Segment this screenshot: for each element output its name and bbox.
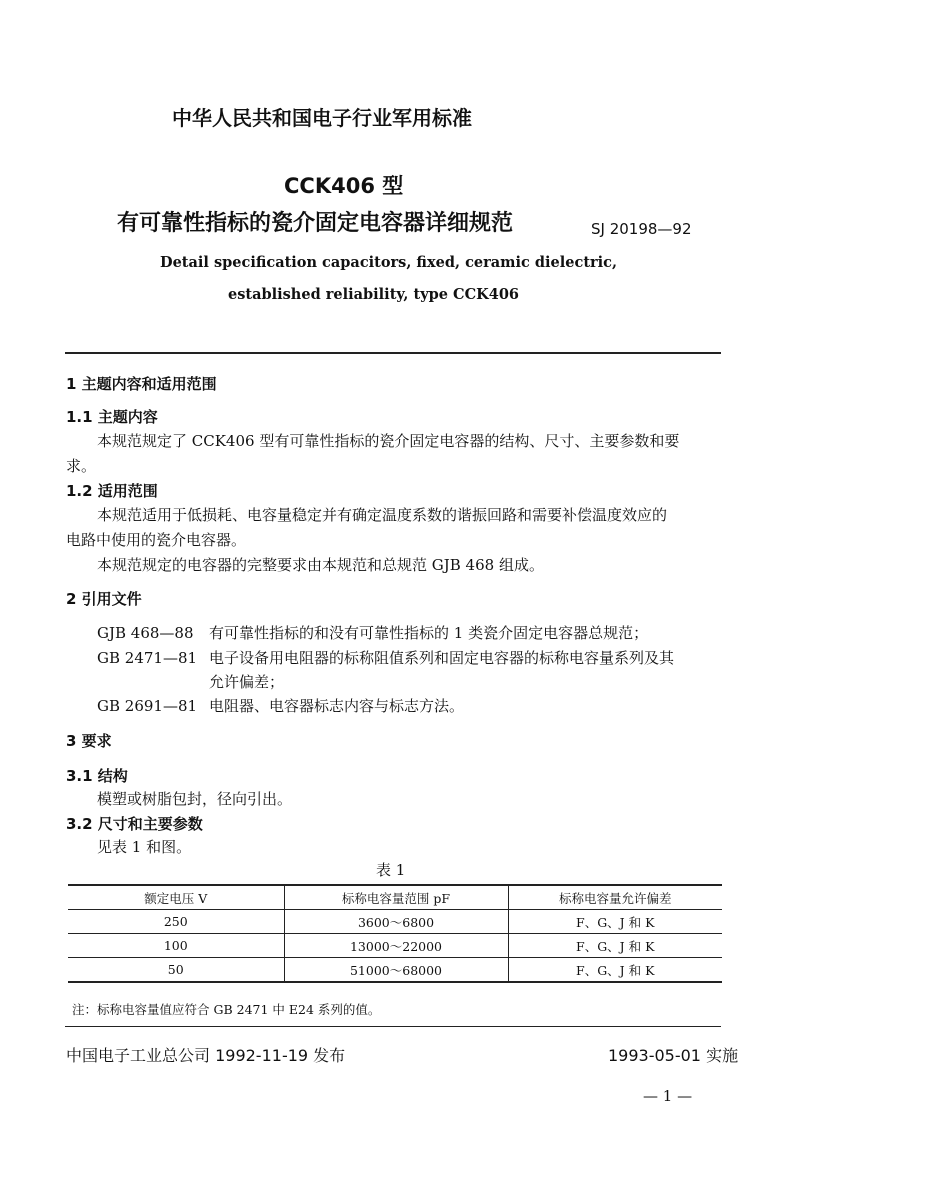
- english-title-line2: established reliability, type CCK406: [228, 286, 520, 303]
- issue-statement: 中国电子工业总公司 1992-11-19 发布: [66, 1046, 346, 1065]
- cell-tolerance: F、G、J 和 K: [508, 934, 722, 958]
- cell-tolerance: F、G、J 和 K: [508, 910, 722, 934]
- table-row: [68, 934, 722, 958]
- cell-capacitance-range: 51000～68000: [284, 958, 508, 983]
- table-note: 注：标称电容量值应符合 GB 2471 中 E24 系列的值。: [72, 1002, 381, 1017]
- section-3-1-text: 模塑或树脂包封，径向引出。: [97, 790, 293, 808]
- column-header-tolerance: 标称电容量允许偏差: [508, 885, 722, 910]
- section-1-heading: 1 主题内容和适用范围: [66, 375, 217, 393]
- table-row: [68, 910, 722, 934]
- section-1-2-heading: 1.2 适用范围: [66, 482, 158, 500]
- cell-capacitance-range: 3600～6800: [284, 910, 508, 934]
- model-title: CCK406 型: [284, 174, 404, 198]
- table-caption: 表 1: [376, 861, 406, 879]
- ref-code: GB 2471—81: [97, 649, 198, 667]
- standard-category: 中华人民共和国电子行业军用标准: [172, 106, 472, 130]
- section-1-2-text-line1: 本规范适用于低损耗、电容量稳定并有确定温度系数的谐振回路和需要补偿温度效应的: [97, 506, 668, 524]
- english-title-line1: Detail specification capacitors, fixed, ceramic dielectric,: [160, 254, 618, 271]
- table-row: [68, 958, 722, 983]
- column-header-rated-voltage: 额定电压 V: [144, 890, 208, 906]
- document-title: 有可靠性指标的瓷介固定电容器详细规范: [117, 211, 514, 236]
- header-divider: [65, 352, 721, 354]
- section-1-1-text-line1: 本规范规定了 CCK406 型有可靠性指标的瓷介固定电容器的结构、尺寸、主要参数和要: [97, 432, 680, 450]
- section-3-2-heading: 3.2 尺寸和主要参数: [66, 815, 203, 833]
- cell-capacitance-range: 13000～22000: [284, 934, 508, 958]
- ref-title: 电阻器、电容器标志内容与标志方法。: [209, 697, 465, 715]
- standard-number: SJ 20198—92: [591, 220, 692, 238]
- cell-rated-voltage: 50: [167, 962, 184, 977]
- cell-rated-voltage: 100: [163, 938, 188, 953]
- section-1-1-text-line2: 求。: [66, 457, 97, 475]
- column-header-capacitance-range: 标称电容量范围 pF: [284, 885, 508, 910]
- ref-title-continued: 允许偏差；: [209, 673, 285, 691]
- section-3-1-heading: 3.1 结构: [66, 767, 128, 785]
- ref-code: GB 2691—81: [97, 697, 198, 715]
- effective-date: 1993-05-01 实施: [608, 1046, 739, 1065]
- section-1-2-text-line3: 本规范规定的电容器的完整要求由本规范和总规范 GJB 468 组成。: [97, 556, 544, 574]
- cell-rated-voltage: 250: [163, 914, 188, 929]
- cell-tolerance: F、G、J 和 K: [508, 958, 722, 983]
- ref-title: 有可靠性指标的和没有可靠性指标的 1 类瓷介固定电容器总规范；: [209, 624, 649, 642]
- parameters-table: [68, 884, 722, 983]
- footer-divider: [65, 1026, 721, 1027]
- section-2-heading: 2 引用文件: [66, 590, 142, 608]
- ref-title: 电子设备用电阻器的标称阻值系列和固定电容器的标称电容量系列及其: [209, 649, 675, 667]
- section-3-heading: 3 要求: [66, 732, 112, 750]
- table-header-row: [68, 885, 722, 910]
- section-1-2-text-line2: 电路中使用的瓷介电容器。: [66, 531, 247, 549]
- section-3-2-text: 见表 1 和图。: [97, 838, 192, 856]
- page-number: — 1 —: [643, 1087, 693, 1105]
- section-1-1-heading: 1.1 主题内容: [66, 408, 158, 426]
- ref-code: GJB 468—88: [97, 624, 194, 642]
